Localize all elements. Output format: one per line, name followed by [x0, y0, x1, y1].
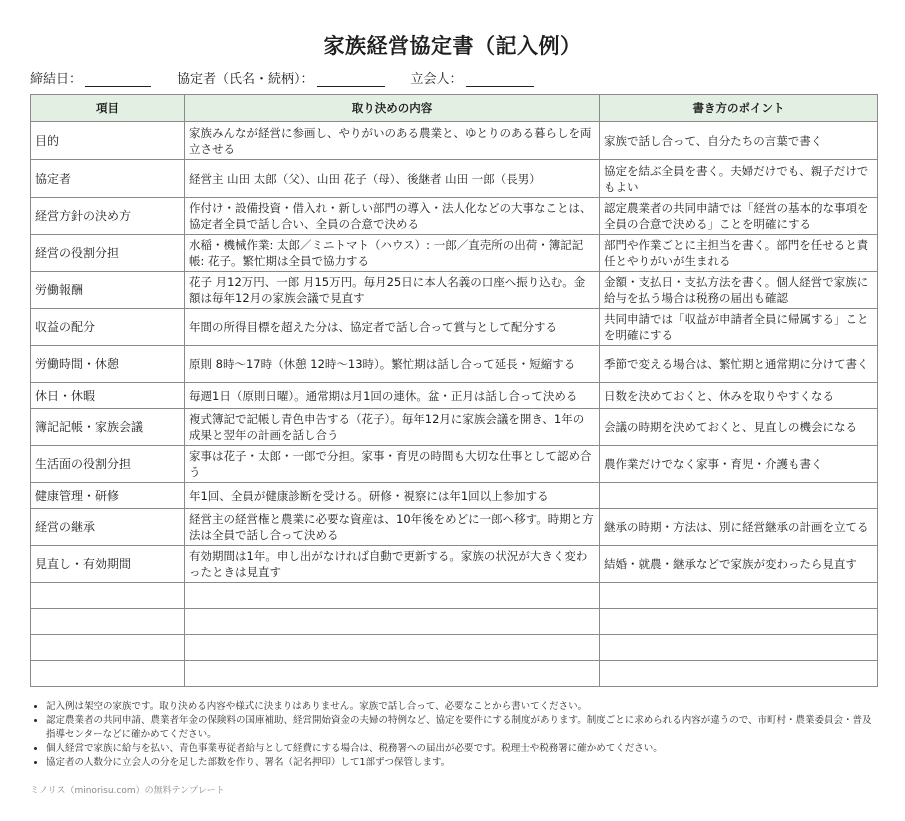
signature-fields [30, 68, 560, 87]
item-cell: 休日・休暇 [31, 383, 185, 409]
point-cell[interactable] [600, 635, 878, 661]
note-item: • 個人経営で家族に給与を払い、青色事業専従者給与として経費にする場合は、税務署への届出が必要です。税理士や税務署に確かめてください。 [46, 742, 880, 756]
note-item: • 認定農業者の共同申請、農業者年金の保険料の国庫補助、経営開始資金の夫婦の特例など、協定を要件にする制度があります。制度ごとに求められる内容が違うので、市町村・農業委員会・普及指導センターなどに確かめてください。 [46, 714, 880, 742]
point-cell[interactable] [600, 661, 878, 687]
item-cell: 見直し・有効期間 [31, 546, 185, 583]
item-cell: 労働時間・休憩 [31, 346, 185, 383]
table-row [31, 272, 878, 309]
table-row [31, 409, 878, 446]
party-field [177, 68, 385, 87]
point-cell: 認定農業者の共同申請では「経営の基本的な事項を全員の合意で決める」ことを明確にする [600, 198, 878, 235]
agreement-table [30, 94, 878, 687]
witness-blank-line[interactable] [466, 72, 534, 87]
party-blank-line[interactable] [317, 72, 385, 87]
note-item: • 記入例は架空の家族です。取り決める内容や様式に決まりはありません。家族で話し合って、必要なことから書いてください。 [46, 700, 880, 714]
item-cell: 経営の役割分担 [31, 235, 185, 272]
table-row [31, 509, 878, 546]
content-cell[interactable] [185, 583, 600, 609]
table-row [31, 122, 878, 160]
point-cell: 部門や作業ごとに主担当を書く。部門を任せると責任とやりがいが生まれる [600, 235, 878, 272]
content-cell: 複式簿記で記帳し青色申告する（花子）。毎年12月に家族会議を開き、1年の成果と翌年の計画を話し合う [185, 409, 600, 446]
table-row [31, 198, 878, 235]
content-cell[interactable] [185, 609, 600, 635]
content-cell: 家事は花子・太郎・一郎で分担。家事・育児の時間も大切な仕事として認め合う [185, 446, 600, 483]
item-cell[interactable] [31, 583, 185, 609]
item-cell[interactable] [31, 661, 185, 687]
date-label: 締結日： [30, 72, 83, 87]
point-cell: 家族で話し合って、自分たちの言葉で書く [600, 122, 878, 160]
item-cell: 協定者 [31, 160, 185, 198]
header-point: 書き方のポイント [600, 95, 878, 122]
content-cell: 有効期間は1年。申し出がなければ自動で更新する。家族の状況が大きく変わったときは見直す [185, 546, 600, 583]
item-cell: 生活面の役割分担 [31, 446, 185, 483]
content-cell[interactable] [185, 635, 600, 661]
content-cell: 水稲・機械作業: 太郎／ミニトマト（ハウス）: 一郎／直売所の出荷・簿記記帳: 花子。繁忙期は全員で協力する [185, 235, 600, 272]
content-cell: 花子 月12万円、一郎 月15万円。毎月25日に本人名義の口座へ振り込む。金額は毎年12月の家族会議で見直す [185, 272, 600, 309]
content-cell: 経営主の経営権と農業に必要な資産は、10年後をめどに一郎へ移す。時期と方法は全員で話し合って決める [185, 509, 600, 546]
item-cell: 収益の配分 [31, 309, 185, 346]
table-row [31, 483, 878, 509]
point-cell: 農作業だけでなく家事・育児・介護も書く [600, 446, 878, 483]
point-cell: 会議の時期を決めておくと、見直しの機会になる [600, 409, 878, 446]
blank-row [31, 661, 878, 687]
point-cell: 金額・支払日・支払方法を書く。個人経営で家族に給与を払う場合は税務の届出も確認 [600, 272, 878, 309]
header-content: 取り決めの内容 [185, 95, 600, 122]
content-cell: 原則 8時〜17時（休憩 12時〜13時）。繁忙期は話し合って延長・短縮する [185, 346, 600, 383]
item-cell: 健康管理・研修 [31, 483, 185, 509]
table-header-row [31, 95, 878, 122]
blank-row [31, 635, 878, 661]
table-row [31, 546, 878, 583]
date-blank-line[interactable] [85, 72, 151, 87]
point-cell: 日数を決めておくと、休みを取りやすくなる [600, 383, 878, 409]
point-cell[interactable] [600, 583, 878, 609]
table-row [31, 383, 878, 409]
table-row [31, 309, 878, 346]
content-cell: 年1回、全員が健康診断を受ける。研修・視察には年1回以上参加する [185, 483, 600, 509]
party-label: 協定者（氏名・続柄）： [177, 72, 314, 87]
content-cell: 年間の所得目標を超えた分は、協定者で話し合って賞与として配分する [185, 309, 600, 346]
blank-row [31, 583, 878, 609]
header-item: 項目 [31, 95, 185, 122]
item-cell[interactable] [31, 609, 185, 635]
point-cell[interactable] [600, 609, 878, 635]
content-cell: 家族みんなが経営に参画し、やりがいのある農業と、ゆとりのある暮らしを両立させる [185, 122, 600, 160]
note-item: • 協定者の人数分に立会人の分を足した部数を作り、署名（記名押印）して1部ずつ保管します。 [46, 756, 880, 770]
item-cell: 労働報酬 [31, 272, 185, 309]
footer-credit: ミノリス（minorisu.com）の無料テンプレート [30, 786, 225, 796]
item-cell: 目的 [31, 122, 185, 160]
content-cell: 作付け・設備投資・借入れ・新しい部門の導入・法人化などの大事なことは、協定者全員で話し合い、全員の合意で決める [185, 198, 600, 235]
content-cell: 経営主 山田 太郎（父）、山田 花子（母）、後継者 山田 一郎（長男） [185, 160, 600, 198]
witness-field [411, 68, 534, 87]
table-row [31, 235, 878, 272]
date-field [30, 68, 151, 87]
item-cell: 経営方針の決め方 [31, 198, 185, 235]
notes-list [30, 700, 880, 770]
document-title: 家族経営協定書（記入例） [323, 34, 582, 58]
point-cell [600, 483, 878, 509]
table-row [31, 446, 878, 483]
content-cell[interactable] [185, 661, 600, 687]
item-cell: 経営の継承 [31, 509, 185, 546]
notes-section [30, 700, 880, 770]
blank-row [31, 609, 878, 635]
item-cell: 簿記記帳・家族会議 [31, 409, 185, 446]
witness-label: 立会人： [410, 72, 463, 87]
point-cell: 協定を結ぶ全員を書く。夫婦だけでも、親子だけでもよい [600, 160, 878, 198]
table-row [31, 346, 878, 383]
content-cell: 毎週1日（原則日曜）。通常期は月1回の連休。盆・正月は話し合って決める [185, 383, 600, 409]
item-cell[interactable] [31, 635, 185, 661]
point-cell: 継承の時期・方法は、別に経営継承の計画を立てる [600, 509, 878, 546]
point-cell: 共同申請では「収益が申請者全員に帰属する」ことを明確にする [600, 309, 878, 346]
point-cell: 結婚・就農・継承などで家族が変わったら見直す [600, 546, 878, 583]
point-cell: 季節で変える場合は、繁忙期と通常期に分けて書く [600, 346, 878, 383]
table-row [31, 160, 878, 198]
